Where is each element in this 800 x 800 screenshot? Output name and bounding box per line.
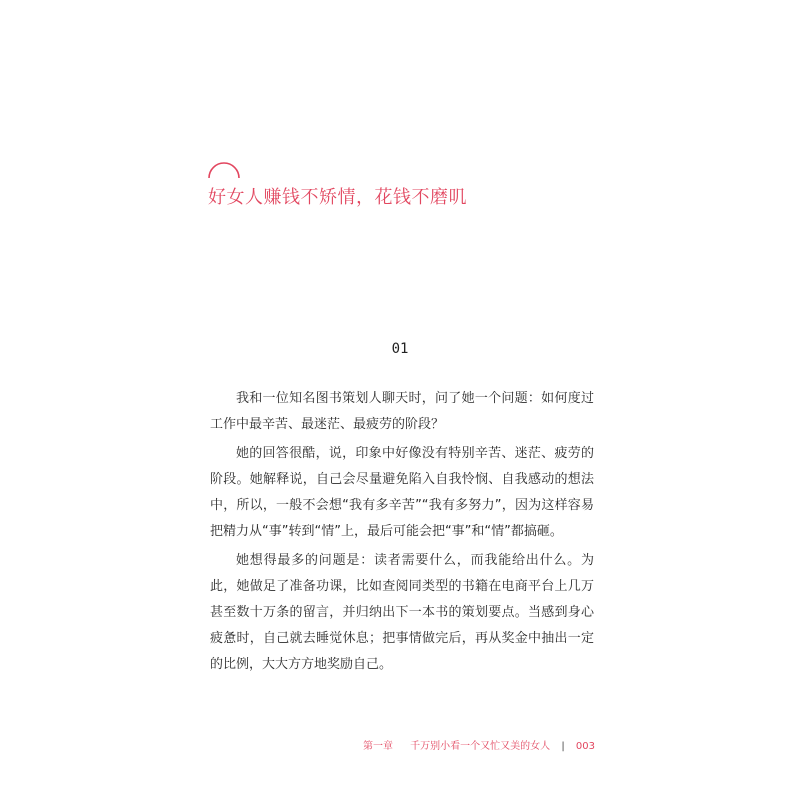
- arc-ornament-icon: [207, 159, 241, 179]
- section-number: 01: [391, 341, 409, 357]
- chapter-title: 好女人赚钱不矫情，花钱不磨叽: [208, 187, 467, 208]
- footer-chapter-label: 第一章: [362, 741, 393, 752]
- footer-chapter-subtitle: 千万别小看一个又忙又美的女人: [410, 741, 551, 752]
- page-number: 003: [575, 741, 595, 752]
- footer-separator: |: [561, 741, 565, 752]
- paragraph: 她想得最多的问题是：读者需要什么，而我能给出什么。为此，她做足了准备功课，比如查阅同类型的书籍在电商平台上几万甚至数十万条的留言，并归纳出下一本书的策划要点。当感到身心疲惫时，自己就去睡觉休息；把事情做完后，再从奖金中抽出一定的比例，大大方方地奖励自己。: [210, 553, 594, 672]
- paragraph: 她的回答很酷，说，印象中好像没有特别辛苦、迷茫、疲劳的阶段。她解释说，自己会尽量避免陷入自我怜悯、自我感动的想法中，所以，一般不会想“我有多辛苦”“我有多努力”，因为这样容易把精力从“事”转到“情”上，最后可能会把“事”和“情”都搞砸。: [210, 446, 594, 539]
- paragraph: 我和一位知名图书策划人聊天时，问了她一个问题：如何度过工作中最辛苦、最迷茫、最疲劳的阶段？: [210, 391, 594, 432]
- body-text: [210, 386, 594, 681]
- page-footer: [363, 740, 595, 754]
